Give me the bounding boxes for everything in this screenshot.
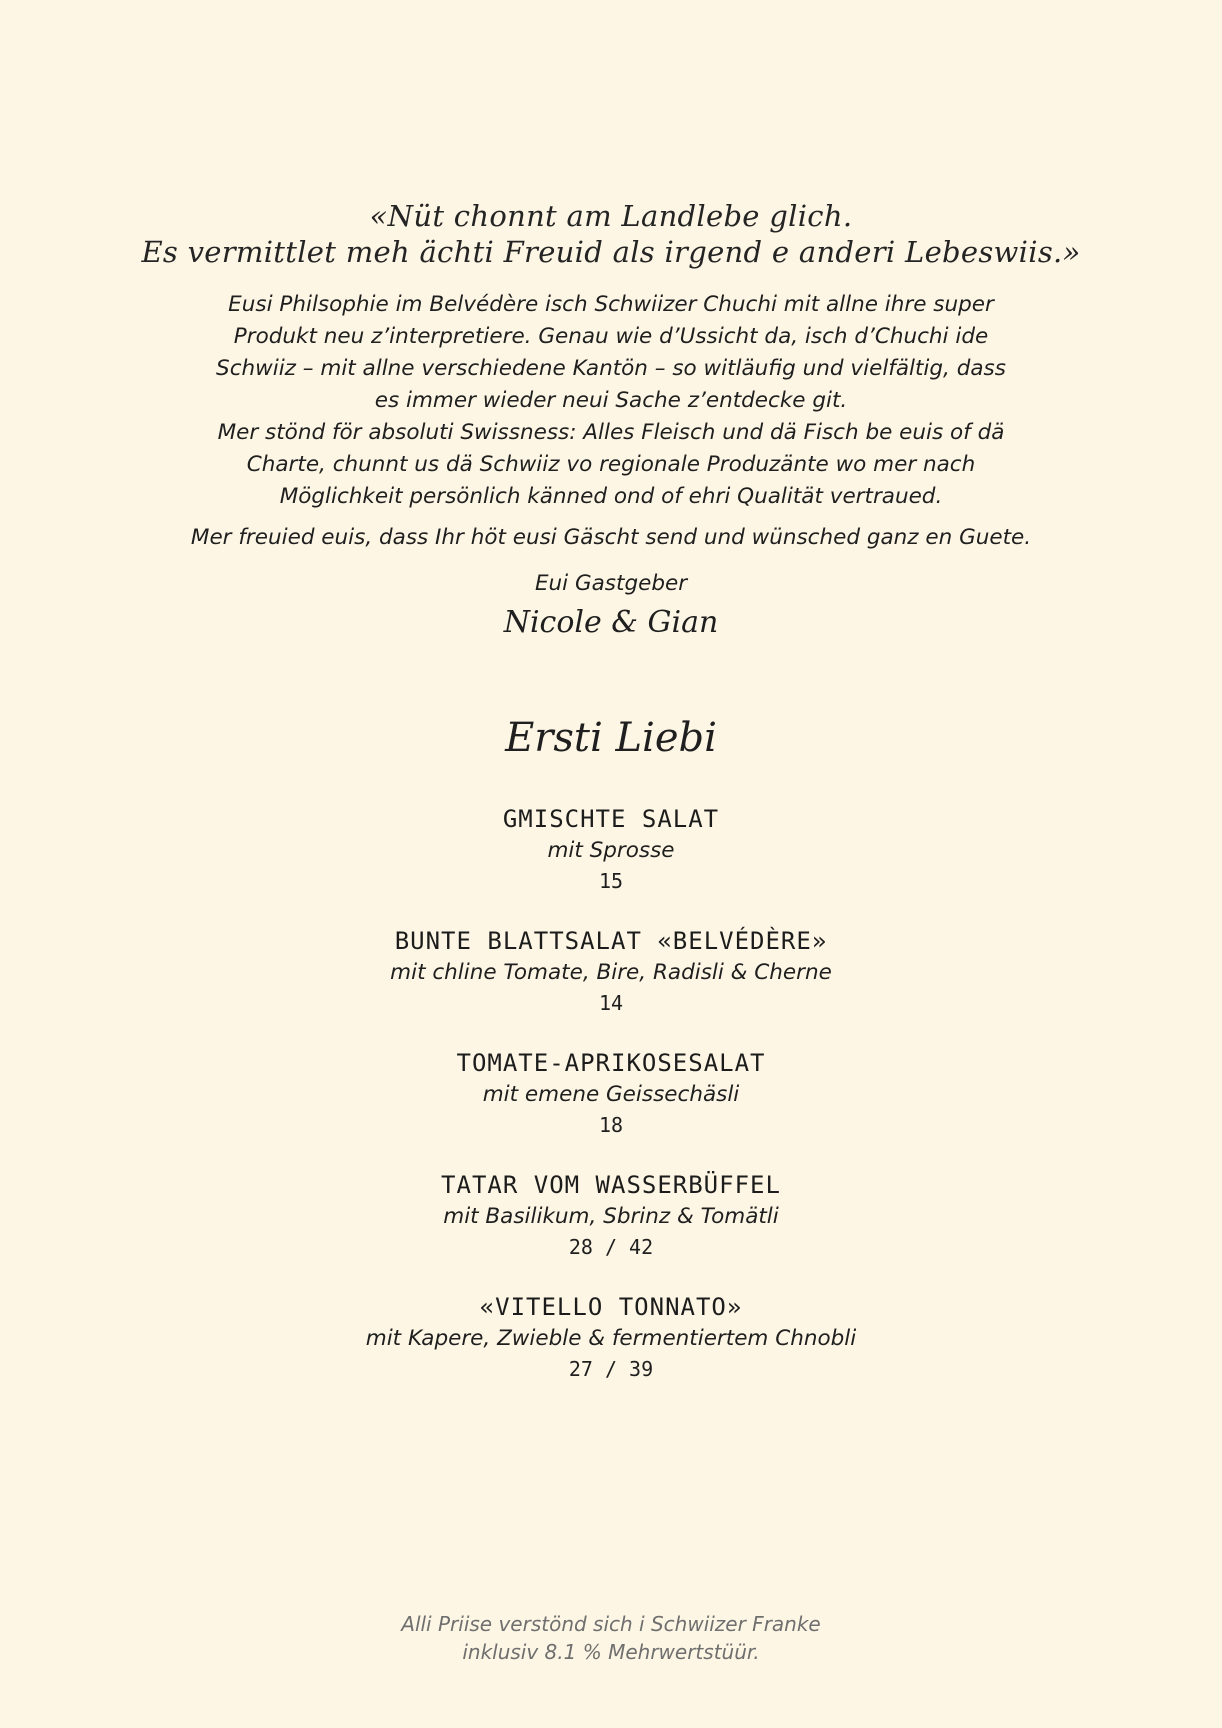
menu-item-description: mit emene Geissechäsli	[482, 1082, 740, 1107]
menu-item-price: 15	[598, 869, 624, 893]
menu-item-description: mit Sprosse	[547, 838, 675, 863]
price-note	[0, 1610, 1222, 1666]
intro-quote	[0, 198, 1222, 270]
intro-line: es immer wieder neui Sache z’entdecke git.	[374, 388, 848, 413]
intro-line: Schwiiz – mit allne verschiedene Kantön – so witläufig und vielfältig, dass	[216, 356, 1006, 381]
host-names: Nicole & Gian	[503, 605, 719, 640]
menu-item-price: 27 / 39	[568, 1357, 654, 1381]
host-label: Eui Gastgeber	[534, 571, 688, 596]
intro-closing: Mer freuied euis, dass Ihr höt eusi Gäscht send und wünsched ganz en Guete.	[190, 525, 1032, 550]
intro-line: Produkt neu z’interpretiere. Genau wie d’Ussicht da, isch d’Chuchi ide	[233, 324, 989, 349]
menu-item-name: «VITELLO TONNATO»	[479, 1293, 743, 1321]
menu-item-description: mit chline Tomate, Bire, Radisli & Cherne	[390, 960, 832, 985]
menu-item-name: GMISCHTE SALAT	[502, 805, 720, 833]
menu-item-price: 14	[598, 991, 624, 1015]
menu-item-price: 18	[598, 1113, 624, 1137]
intro-line: Möglichkeit persönlich känned ond of ehri Qualität vertraued.	[279, 484, 943, 509]
intro-line: Mer stönd för absoluti Swissness: Alles Fleisch und dä Fisch be euis of dä	[217, 420, 1005, 445]
price-note-line-2: inklusiv 8.1 % Mehrwertstüür.	[462, 1640, 760, 1664]
intro-line: Eusi Philsophie im Belvédère isch Schwiizer Chuchi mit allne ihre super	[228, 292, 994, 317]
menu-item	[0, 924, 1222, 1046]
intro-text	[0, 289, 1222, 554]
menu-item-name: TATAR VOM WASSERBÜFFEL	[441, 1171, 781, 1199]
menu-item	[0, 1168, 1222, 1290]
menu-item-description: mit Basilikum, Sbrinz & Tomätli	[443, 1204, 779, 1229]
price-note-line-1: Alli Priise verstönd sich i Schwiizer Franke	[401, 1612, 821, 1636]
quote-line-1: «Nüt chonnt am Landlebe glich.	[369, 199, 853, 233]
menu-item-name: TOMATE-APRIKOSESALAT	[456, 1049, 766, 1077]
menu-item-name: BUNTE BLATTSALAT «BELVÉDÈRE»	[394, 927, 828, 955]
quote-line-2: Es vermittlet meh ächti Freuid als irgend e anderi Lebeswiis.»	[141, 235, 1081, 269]
menu-list	[0, 802, 1222, 1412]
section-title: Ersti Liebi	[505, 715, 717, 761]
intro-line: Charte, chunnt us dä Schwiiz vo regionale Produzänte wo mer nach	[246, 452, 976, 477]
menu-item-description: mit Kapere, Zwieble & fermentiertem Chnobli	[365, 1326, 857, 1351]
menu-item	[0, 802, 1222, 924]
menu-item	[0, 1290, 1222, 1412]
menu-item	[0, 1046, 1222, 1168]
menu-item-price: 28 / 42	[568, 1235, 654, 1259]
